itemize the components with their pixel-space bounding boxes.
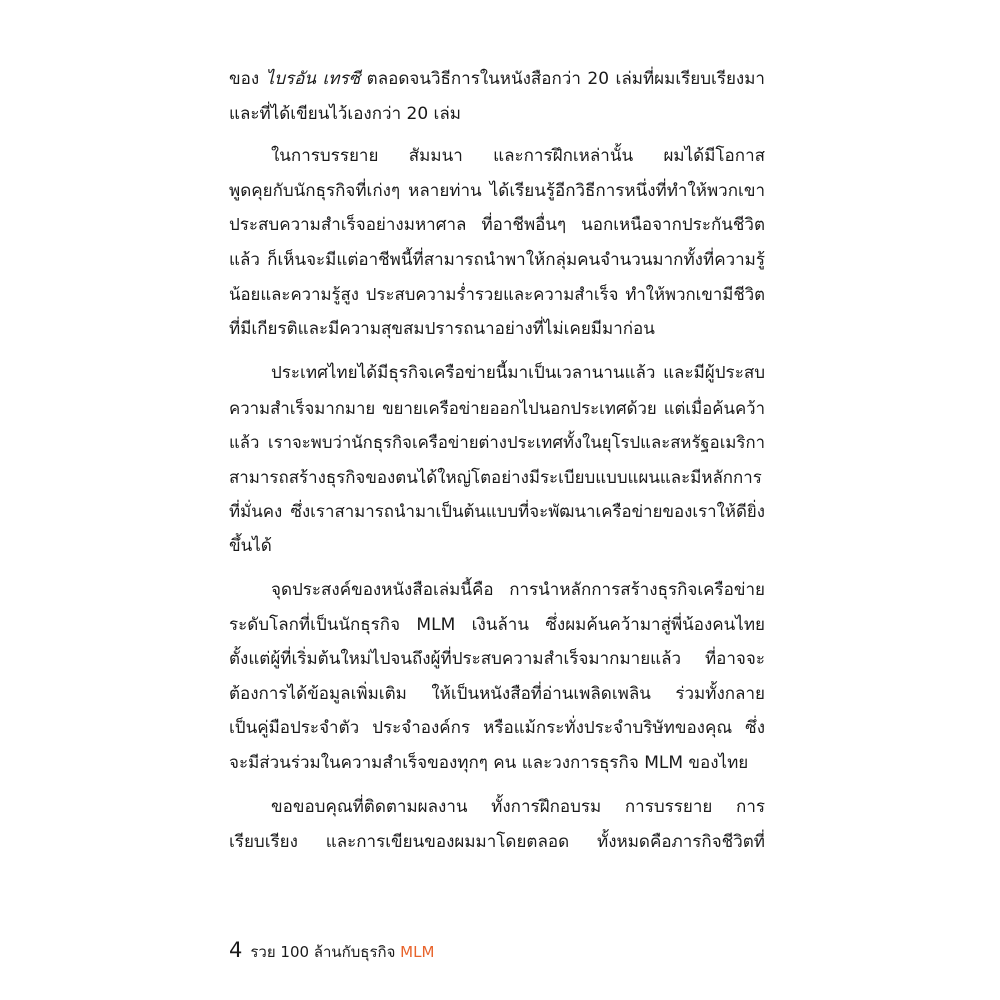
text-line: จะมีส่วนร่วมในความสำเร็จของทุกๆ คน และวงการธุรกิจ MLM ของไทย [229,752,749,773]
running-title-accent: MLM [400,943,435,961]
text-line: ขึ้นได้ [229,535,272,556]
paragraph-5 [229,790,765,859]
paragraph-2 [229,139,765,346]
text-line: น้อยและความรู้สูง ประสบความร่ำรวยและความสำเร็จ ทำให้พวกเขามีชีวิต [229,284,765,304]
text-line: จุดประสงค์ของหนังสือเล่มนี้คือ การนำหลักการสร้างธุรกิจเครือข่าย [271,580,765,600]
text-line: ในการบรรยาย สัมมนา และการฝึกเหล่านั้น ผมได้มีโอกาส [271,146,765,166]
paragraph-3 [229,356,765,563]
text-line: แล้ว เราจะพบว่านักธุรกิจเครือข่ายต่างประเทศทั้งในยุโรปและสหรัฐอเมริกา [229,432,765,452]
text-line: ประเทศไทยได้มีธุรกิจเครือข่ายนี้มาเป็นเวลานานแล้ว และมีผู้ประสบ [271,363,765,383]
text-line: ระดับโลกที่เป็นนักธุรกิจ MLM เงินล้าน ซึ่งผมค้นคว้ามาสู่พี่น้องคนไทย [229,614,765,635]
text-run: ตลอดจนวิธีการในหนังสือกว่า 20 เล่มที่ผมเรียบเรียงมา [360,69,765,89]
text-line: ความสำเร็จมากมาย ขยายเครือข่ายออกไปนอกประเทศด้วย แต่เมื่อค้นคว้า [229,397,765,418]
page-number: 4 [229,938,243,962]
text-line: ต้องการได้ข้อมูลเพิ่มเติม ให้เป็นหนังสือที่อ่านเพลิดเพลิน ร่วมทั้งกลาย [229,683,765,704]
text-line: ประสบความสำเร็จอย่างมหาศาล ที่อาชีพอื่นๆ นอกเหนือจากประกันชีวิต [229,215,765,235]
text-line: และที่ได้เขียนไว้เองกว่า 20 เล่ม [229,103,461,124]
text-line: ที่มั่นคง ซึ่งเราสามารถนำมาเป็นต้นแบบที่จะพัฒนาเครือข่ายของเราให้ดียิ่ง [229,501,765,521]
text-line: ตั้งแต่ผู้ที่เริ่มต้นใหม่ไปจนถึงผู้ที่ประสบความสำเร็จมากมายแล้ว ที่อาจจะ [229,649,765,669]
page-footer [229,940,434,962]
paragraph-4 [229,573,765,780]
running-title: รวย 100 ล้านกับธุรกิจ [250,943,401,961]
author-name-italic: ไบรอัน เทรซี [265,69,361,89]
text-line: แล้ว ก็เห็นจะมีแต่อาชีพนี้ที่สามารถนำพาให้กลุ่มคนจำนวนมากทั้งที่ความรู้ [229,249,765,270]
text-line: ขอขอบคุณที่ติดตามผลงาน ทั้งการฝึกอบรม การบรรยาย การ [271,797,765,817]
text-line [229,62,765,97]
text-line: เป็นคู่มือประจำตัว ประจำองค์กร หรือแม้กระทั่งประจำบริษัทของคุณ ซึ่ง [229,718,765,738]
text-line: เรียบเรียง และการเขียนของผมมาโดยตลอด ทั้งหมดคือภารกิจชีวิตที่ [229,831,765,852]
page-body [229,62,765,869]
paragraph-1 [229,62,765,131]
text-line: ที่มีเกียรติและมีความสุขสมปรารถนาอย่างที่ไม่เคยมีมาก่อน [229,318,655,339]
text-line: สามารถสร้างธุรกิจของตนได้ใหญ่โตอย่างมีระเบียบแบบแผนและมีหลักการ [229,466,762,487]
text-line: พูดคุยกับนักธุรกิจที่เก่งๆ หลายท่าน ได้เรียนรู้อีกวิธีการหนึ่งที่ทำให้พวกเขา [229,180,765,201]
text-run: ของ [229,69,266,89]
